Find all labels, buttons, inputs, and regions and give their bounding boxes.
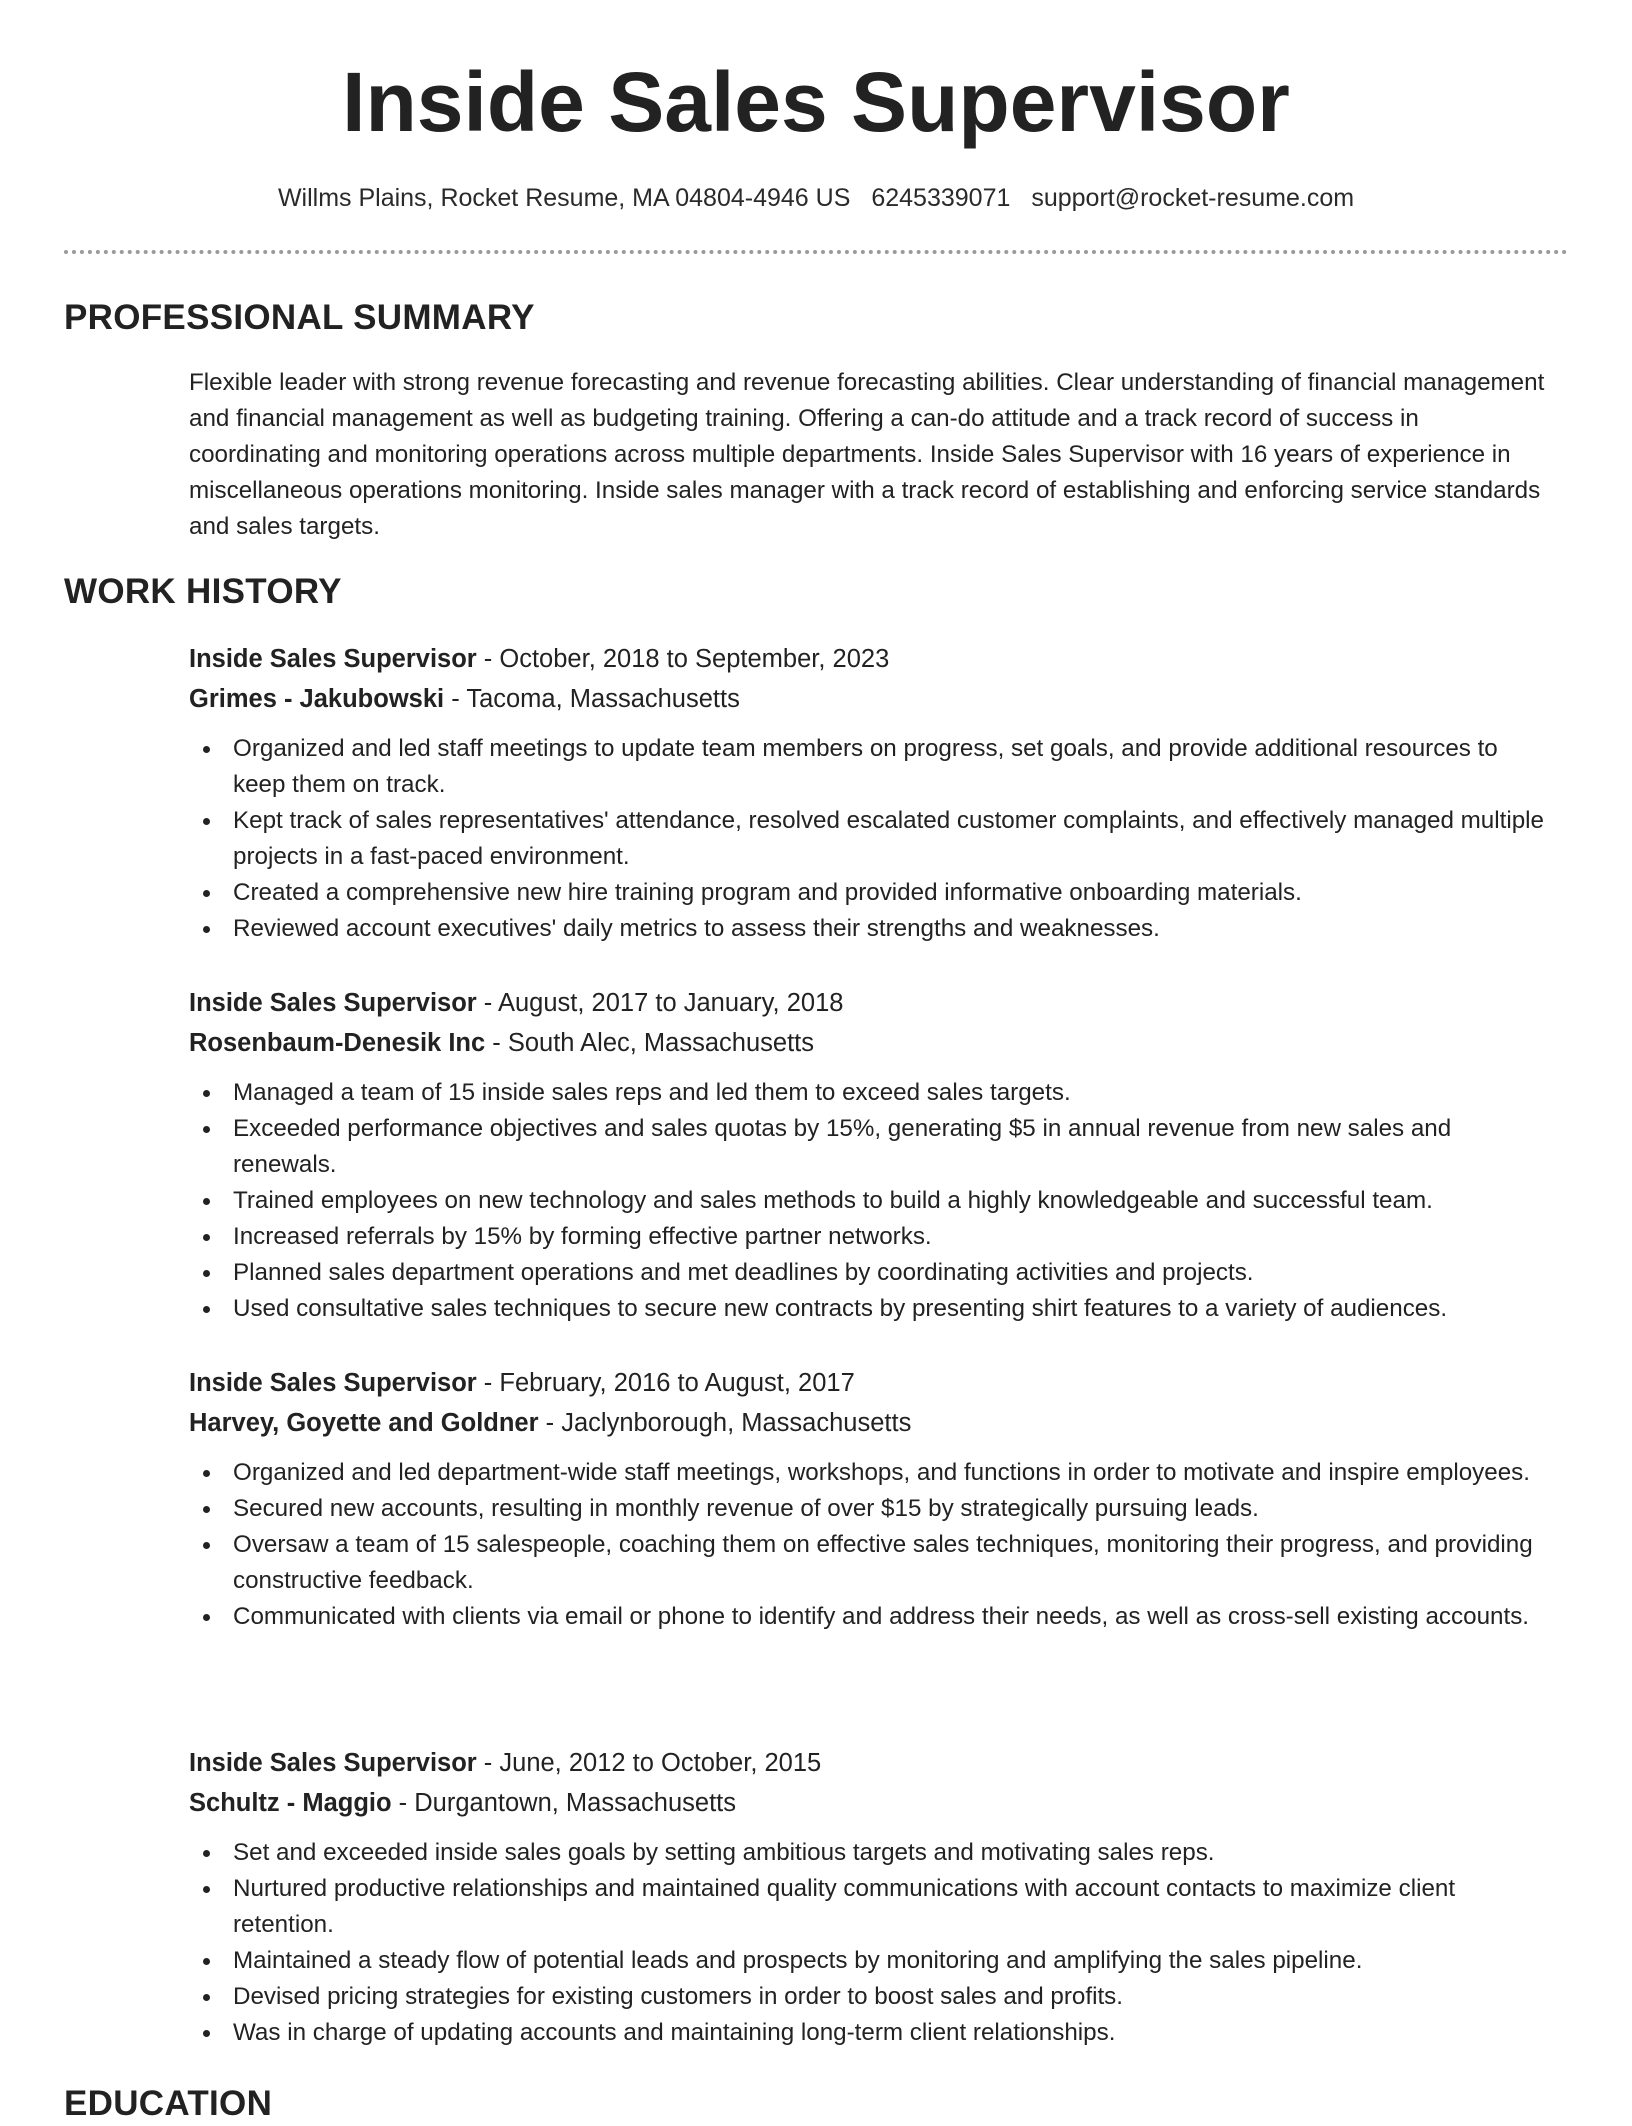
job-bullet: Organized and led department-wide staff meetings, workshops, and functions in order to motivate and inspire employees. [189, 1455, 1549, 1491]
job-company-line [189, 679, 1549, 719]
job-entry [189, 983, 1549, 1327]
job-bullet: Reviewed account executives' daily metrics to assess their strengths and weaknesses. [189, 911, 1549, 947]
job-company: Grimes - Jakubowski [189, 685, 445, 713]
job-dates: August, 2017 to January, 2018 [497, 989, 844, 1017]
job-bullet: Used consultative sales techniques to secure new contracts by presenting shirt features to a variety of audiences. [189, 1291, 1549, 1327]
job-entry [189, 639, 1549, 947]
job-bullet-list [189, 731, 1549, 947]
job-bullet: Maintained a steady flow of potential leads and prospects by monitoring and amplifying the sales pipeline. [189, 1943, 1549, 1979]
job-bullet: Trained employees on new technology and sales methods to build a highly knowledgeable and successful team. [189, 1183, 1549, 1219]
section-heading-summary: PROFESSIONAL SUMMARY [64, 298, 535, 337]
job-bullet: Organized and led staff meetings to update team members on progress, set goals, and provide additional resources to keep them on track. [189, 731, 1549, 803]
job-bullet: Planned sales department operations and met deadlines by coordinating activities and projects. [189, 1255, 1549, 1291]
job-bullet-list [189, 1835, 1549, 2051]
job-location: Tacoma, Massachusetts [466, 685, 740, 713]
job-company-line [189, 1783, 1549, 1823]
job-company-line [189, 1403, 1549, 1443]
contact-phone: 6245339071 [871, 184, 1011, 212]
section-heading-education: EDUCATION [64, 2084, 273, 2123]
job-bullet: Set and exceeded inside sales goals by setting ambitious targets and motivating sales reps. [189, 1835, 1549, 1871]
job-title-line [189, 1743, 1549, 1783]
header-divider [64, 250, 1568, 254]
section-heading-work-history: WORK HISTORY [64, 572, 342, 611]
job-dates: June, 2012 to October, 2015 [499, 1749, 822, 1777]
job-dates: February, 2016 to August, 2017 [499, 1369, 855, 1397]
job-title: Inside Sales Supervisor [189, 645, 477, 673]
job-title-line [189, 1363, 1549, 1403]
job-title-line [189, 983, 1549, 1023]
job-bullet: Communicated with clients via email or phone to identify and address their needs, as well as cross-sell existing accounts. [189, 1599, 1549, 1635]
job-bullet: Created a comprehensive new hire training program and provided informative onboarding materials. [189, 875, 1549, 911]
job-bullet: Nurtured productive relationships and maintained quality communications with account contacts to maximize client retention. [189, 1871, 1549, 1943]
job-separator: - [476, 1369, 500, 1397]
job-title: Inside Sales Supervisor [189, 989, 477, 1017]
job-company: Rosenbaum-Denesik Inc [189, 1029, 486, 1057]
job-bullet-list [189, 1075, 1549, 1327]
job-separator: - [538, 1409, 562, 1437]
job-location: South Alec, Massachusetts [507, 1029, 815, 1057]
contact-address: Willms Plains, Rocket Resume, MA 04804-4946 US [277, 184, 851, 212]
job-separator: - [444, 685, 467, 713]
job-company: Harvey, Goyette and Goldner [189, 1409, 539, 1437]
job-bullet: Secured new accounts, resulting in monthly revenue of over $15 by strategically pursuing leads. [189, 1491, 1549, 1527]
job-separator: - [391, 1789, 415, 1817]
job-title: Inside Sales Supervisor [189, 1749, 477, 1777]
job-title: Inside Sales Supervisor [189, 1369, 477, 1397]
job-company: Schultz - Maggio [189, 1789, 392, 1817]
contact-line [0, 180, 1632, 216]
job-separator: - [476, 1749, 500, 1777]
job-bullet: Managed a team of 15 inside sales reps and led them to exceed sales targets. [189, 1075, 1549, 1111]
job-entry [189, 1743, 1549, 2051]
job-bullet: Oversaw a team of 15 salespeople, coaching them on effective sales techniques, monitoring their progress, and providing constructive feedback. [189, 1527, 1549, 1599]
job-bullet: Kept track of sales representatives' attendance, resolved escalated customer complaints, and effectively managed multiple projects in a fast-paced environment. [189, 803, 1549, 875]
job-bullet: Was in charge of updating accounts and maintaining long-term client relationships. [189, 2015, 1549, 2051]
job-bullet: Increased referrals by 15% by forming effective partner networks. [189, 1219, 1549, 1255]
job-separator: - [485, 1029, 508, 1057]
job-bullet-list [189, 1455, 1549, 1635]
contact-email: support@rocket-resume.com [1031, 184, 1355, 212]
resume-title: Inside Sales Supervisor [342, 55, 1290, 149]
job-separator: - [476, 645, 500, 673]
job-separator: - [476, 989, 498, 1017]
job-location: Jaclynborough, Massachusetts [561, 1409, 912, 1437]
job-entry [189, 1363, 1549, 1635]
job-location: Durgantown, Massachusetts [414, 1789, 736, 1817]
summary-text: Flexible leader with strong revenue forecasting and revenue forecasting abilities. Clear understanding of financial management and financial management as well as budgeting training. Offering a can-do attitude and a track record of success in coordinating and monitoring operations across multiple departments. Inside Sales Supervisor with 16 years of experience in miscellaneous operations monitoring. Inside sales manager with a track record of establishing and enforcing service standards and sales targets. [189, 369, 1545, 540]
job-title-line [189, 639, 1549, 679]
job-dates: October, 2018 to September, 2023 [499, 645, 890, 673]
job-company-line [189, 1023, 1549, 1063]
job-bullet: Exceeded performance objectives and sales quotas by 15%, generating $5 in annual revenue from new sales and renewals. [189, 1111, 1549, 1183]
job-bullet: Devised pricing strategies for existing customers in order to boost sales and profits. [189, 1979, 1549, 2015]
